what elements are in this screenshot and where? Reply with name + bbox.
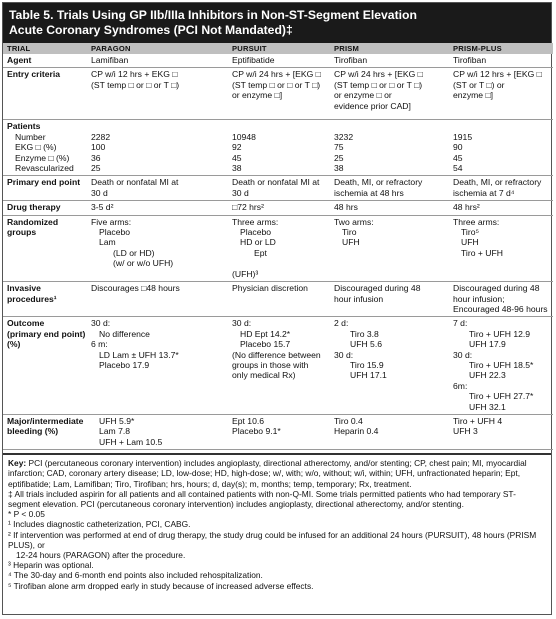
footnote-3: ³ Heparin was optional. (8, 560, 94, 571)
row-label: Invasive procedures¹ (3, 282, 87, 317)
cell: CP w/i 24 hrs + [EKG □ (ST temp □ or □ or T □) or enzyme □] (228, 68, 330, 120)
cell: □72 hrs² (228, 201, 330, 215)
cell: Death or nonfatal MI at 30 d (87, 176, 228, 201)
title-line-1: Table 5. Trials Using GP IIb/IIIa Inhibitors in Non-ST-Segment Elevation (9, 8, 417, 22)
header-pursuit: PURSUIT (228, 43, 330, 54)
cell: CP w/i 24 hrs + [EKG □ (ST temp □ or □ or T □) or enzyme □ or evidence prior CAD] (330, 68, 449, 120)
header-prism-plus: PRISM-PLUS (449, 43, 553, 54)
table-row (3, 215, 553, 281)
cell: 30 d: HD Ept 14.2* Placebo 15.7 (No difference between groups in those with only medical Rx) (228, 317, 330, 415)
footnote-4: ⁴ The 30-day and 6-month end points also included rehospitalization. (8, 570, 263, 581)
row-label: Outcome (primary end point) (%) (3, 317, 87, 415)
cell: Five arms: Placebo Lam (LD or HD) (w/ or w/o UFH) (87, 215, 228, 281)
row-label: Entry criteria (3, 68, 87, 120)
table-row (3, 414, 553, 449)
footnote-key: Key: PCI (percutaneous coronary intervention) includes angioplasty, directional atherectomy, and/or stenting; CP, chest pain; MI, myocardial infarction; CAD, coronary artery disease; LD, low-dose; HD, high-dose; w/, with; w/o, without; w/i, within; UFH, unfractionated heparin; Ept, eptifibatide; Lam, Lamifiban; Tiro, Tirofiban; hrs, hours; d, day(s); m, months; temp, temporary; Rx, treatment. (8, 458, 527, 489)
cell: Three arms: Tiro⁵ UFH Tiro + UFH (449, 215, 553, 281)
row-label: Agent (3, 54, 87, 68)
cell: Lamifiban (87, 54, 228, 68)
footnote-1: ¹ Includes diagnostic catheterization, PCI, CABG. (8, 519, 191, 530)
cell: Tirofiban (449, 54, 553, 68)
table-row (3, 120, 553, 176)
cell: Tiro + UFH 4 UFH 3 (449, 414, 553, 449)
cell: Death or nonfatal MI at 30 d (228, 176, 330, 201)
footnote-2-cont: 12-24 hours (PARAGON) after the procedure. (16, 550, 186, 561)
cell: Tiro 0.4 Heparin 0.4 (330, 414, 449, 449)
cell: Discourages □48 hours (87, 282, 228, 317)
row-label: Patients Number EKG □ (%) Enzyme □ (%) Revascularized (3, 120, 87, 176)
trials-table (3, 43, 553, 450)
row-label: Primary end point (3, 176, 87, 201)
cell: 1915 90 45 54 (449, 120, 553, 176)
row-label: Major/intermediate bleeding (%) (3, 414, 87, 449)
cell: Physician discretion (228, 282, 330, 317)
table-row (3, 282, 553, 317)
cell: Tirofiban (330, 54, 449, 68)
cell: UFH 5.9* Lam 7.8 UFH + Lam 10.5 (87, 414, 228, 449)
footnote-2: ² If intervention was performed at end of drug therapy, the study drug could be infused for an additional 24 hours (PURSUIT), 48 hours (PRISM PLUS), or (8, 529, 537, 550)
table-figure (2, 2, 552, 615)
table-title (3, 3, 551, 43)
table-row (3, 54, 553, 68)
table-row (3, 68, 553, 120)
footnote-5: ⁵ Tirofiban alone arm dropped early in study because of increased adverse effects. (8, 580, 314, 591)
cell: 2 d: Tiro 3.8 UFH 5.6 30 d: Tiro 15.9 UFH 17.1 (330, 317, 449, 415)
cell: Discouraged during 48 hour infusion (330, 282, 449, 317)
cell: Discouraged during 48 hour infusion; Encouraged 48-96 hours (449, 282, 553, 317)
cell: 3-5 d² (87, 201, 228, 215)
cell: 10948 92 45 38 (228, 120, 330, 176)
cell: 7 d: Tiro + UFH 12.9 UFH 17.9 30 d: Tiro + UFH 18.5* UFH 22.3 6m: Tiro + UFH 27.7* UFH 32.1 (449, 317, 553, 415)
table-row (3, 317, 553, 415)
cell: CP w/i 12 hrs + EKG □ (ST temp □ or □ or T □) (87, 68, 228, 120)
cell: Eptifibatide (228, 54, 330, 68)
header-paragon: PARAGON (87, 43, 228, 54)
row-label: Randomized groups (3, 215, 87, 281)
cell: CP w/i 12 hrs + [EKG □ (ST or T □) or enzyme □] (449, 68, 553, 120)
cell: Three arms: Placebo HD or LD Ept (UFH)³ (228, 215, 330, 281)
cell: 48 hrs² (449, 201, 553, 215)
cell: Two arms: Tiro UFH (330, 215, 449, 281)
table-row (3, 176, 553, 201)
header-row (3, 43, 553, 54)
cell: 48 hrs (330, 201, 449, 215)
footnotes (3, 453, 551, 591)
cell: Death, MI, or refractory ischemia at 7 d⁴ (449, 176, 553, 201)
header-prism: PRISM (330, 43, 449, 54)
cell: Ept 10.6 Placebo 9.1* (228, 414, 330, 449)
row-label: Drug therapy (3, 201, 87, 215)
cell: Death, MI, or refractory ischemia at 48 hrs (330, 176, 449, 201)
cell: 30 d: No difference 6 m: LD Lam ± UFH 13.7* Placebo 17.9 (87, 317, 228, 415)
title-line-2: Acute Coronary Syndromes (PCI Not Mandated)‡ (9, 23, 293, 37)
cell: 2282 100 36 25 (87, 120, 228, 176)
footnote-dagger: ‡ All trials included aspirin for all patients and all contained patients with non-Q-MI. Some trials permitted patients who had temporary ST-segment elevation. PCI (percutaneous coronary intervention) includes angioplasty, directional atherectomy, and/or stenting. (8, 488, 516, 509)
cell: 3232 75 25 38 (330, 120, 449, 176)
table-row (3, 201, 553, 215)
header-trial: TRIAL (3, 43, 87, 54)
footnote-star: * P < 0.05 (8, 509, 45, 520)
